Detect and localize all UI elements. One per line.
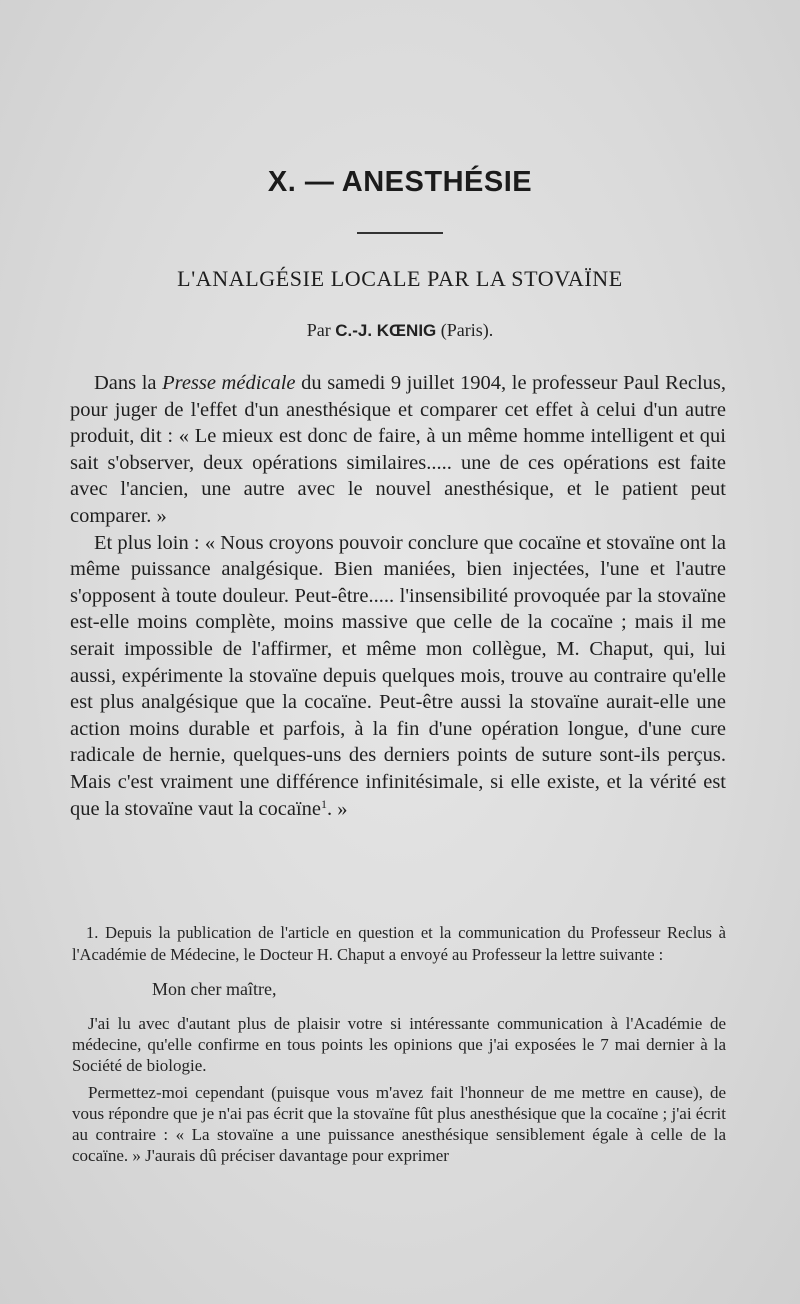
footnote-text: 1. Depuis la publication de l'article en question et la communication du Professeur Reclus à l'Académie de Médecine, le Docteur H. Chaput a envoyé au Professeur la lettre suivante : bbox=[72, 923, 726, 964]
byline bbox=[0, 320, 800, 341]
author-name: C.-J. KŒNIG bbox=[335, 321, 437, 340]
footnote bbox=[72, 922, 726, 1166]
letter-paragraph-2: Permettez-moi cependant (puisque vous m'avez fait l'honneur de me mettre en cause), de vous répondre que je n'ai pas écrit que la stovaïne fût plus anesthésique que la cocaïne ; j'ai écrit au contraire : « La stovaïne a une puissance anesthésique sensiblement égale à celle de la cocaïne. » J'aurais dû préciser davantage pour exprimer bbox=[72, 1082, 726, 1165]
body-paragraph-1 bbox=[70, 370, 726, 530]
letter-paragraph-1: J'ai lu avec d'autant plus de plaisir votre si intéressante communication à l'Académie de médecine, qu'elle confirme en tous points les opinions que j'ai exposées le 7 mai dernier à la Société de biologie. bbox=[72, 1013, 726, 1075]
article-title: L'ANALGÉSIE LOCALE PAR LA STOVAÏNE bbox=[177, 266, 623, 291]
letter-salutation: Mon cher maître, bbox=[152, 979, 277, 999]
footnote-reference: 1 bbox=[321, 796, 328, 811]
title-rule bbox=[357, 232, 443, 234]
journal-name: Presse médicale bbox=[162, 372, 296, 394]
p2-text: Et plus loin : « Nous croyons pouvoir conclure que cocaïne et stovaïne ont la même puissance analgésique. Bien maniées, bien injectées, l'une et l'autre s'opposent à toute douleur. Peut-être..... l'insensibilité provoquée par la stovaïne est-elle moins complète, moins massive que celle de la cocaïne ; mais il me serait impossible de l'affirmer, et même mon collègue, M. Chaput, qui, lui aussi, expérimente la stovaïne depuis quelques mois, trouve au contraire qu'elle est plus analgésique que la cocaïne. Peut-être aussi la stovaïne aurait-elle une action moins durable et parfois, à la fin d'une opération longue, d'une cure radicale de hernie, quelques-uns des derniers points de suture sont-ils perçus. Mais c'est vraiment une différence infinitésimale, si elle existe, et la vérité est que la stovaïne vaut la cocaïne bbox=[70, 531, 726, 820]
p1-rest: du samedi 9 juillet 1904, le professeur Paul Reclus, pour juger de l'effet d'un anesthésique et comparer cet effet à celui d'un autre produit, dit : « Le mieux est donc de faire, à un même homme intelligent et qui sait s'observer, deux opérations similaires..... une de ces opérations est faite avec l'ancien, une autre avec le nouvel anesthésique, et le patient peut comparer. » bbox=[70, 372, 727, 527]
chapter-heading: X. — ANESTHÉSIE bbox=[267, 166, 533, 198]
byline-prefix: Par bbox=[306, 320, 331, 340]
p1-intro: Dans la bbox=[94, 372, 157, 394]
p2-end: . » bbox=[327, 797, 348, 820]
author-location: (Paris). bbox=[440, 320, 494, 340]
body-paragraph-2 bbox=[70, 530, 726, 823]
article-body bbox=[70, 370, 726, 822]
